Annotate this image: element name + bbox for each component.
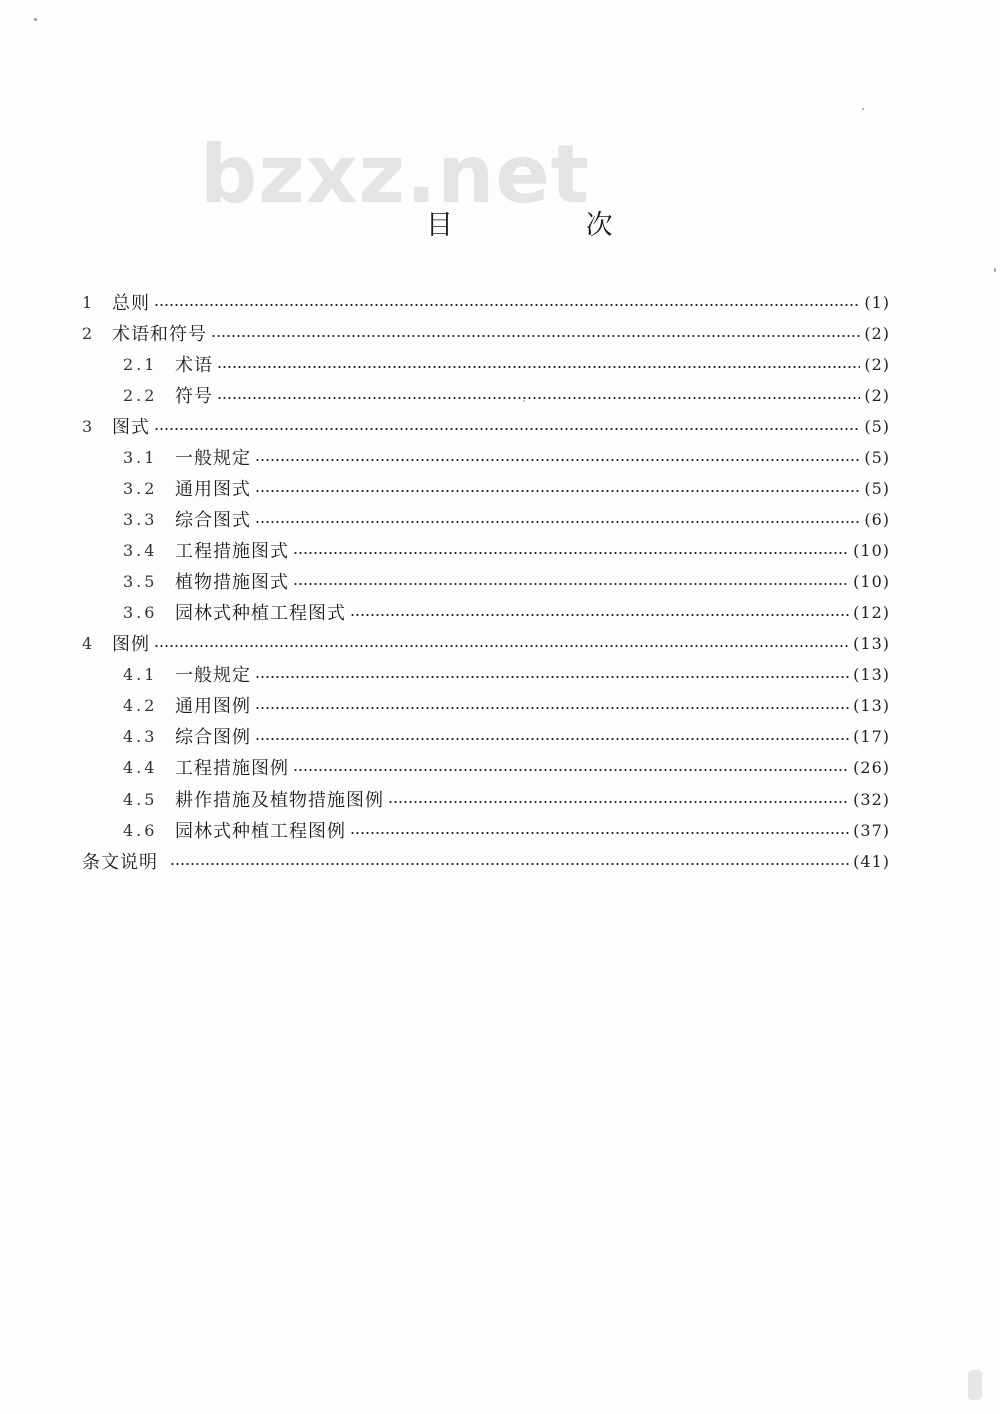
toc-entry[interactable] xyxy=(123,786,890,812)
toc-entry[interactable] xyxy=(82,630,890,656)
toc-entry-page: (1) xyxy=(864,292,890,312)
leader-dots xyxy=(255,490,860,492)
leader-dots xyxy=(217,366,860,368)
toc-entry-number: 4.5 xyxy=(123,789,158,809)
toc-entry[interactable] xyxy=(123,506,890,532)
toc-entry[interactable] xyxy=(82,320,890,346)
scan-speck xyxy=(34,18,37,21)
toc-entry-page: (12) xyxy=(853,602,890,622)
toc-entry-page: (26) xyxy=(853,757,890,777)
toc-entry-label: 园林式种植工程图例 xyxy=(175,821,346,842)
toc-entry[interactable] xyxy=(123,661,890,687)
toc-entry[interactable] xyxy=(123,444,890,470)
toc-entry-label: 通用图例 xyxy=(175,696,251,717)
leader-dots xyxy=(388,801,849,803)
toc-entry-page: (2) xyxy=(864,323,890,343)
toc-entry-page: (13) xyxy=(853,664,890,684)
toc-entry[interactable] xyxy=(123,351,890,377)
toc-entry[interactable] xyxy=(123,817,890,843)
leader-dots xyxy=(255,459,860,461)
toc-entry-number: 4 xyxy=(82,633,96,653)
toc-entry[interactable] xyxy=(123,754,890,780)
leader-dots xyxy=(255,707,849,709)
toc-entry-number: 4.1 xyxy=(123,664,158,684)
toc-entry-number: 3.6 xyxy=(123,602,158,622)
toc-entry[interactable] xyxy=(123,599,890,625)
leader-dots xyxy=(350,832,849,834)
toc-entry-page: (2) xyxy=(864,354,890,374)
toc-entry-number: 3.2 xyxy=(123,478,158,498)
toc-entry[interactable] xyxy=(123,382,890,408)
toc-entry-number: 1 xyxy=(82,292,96,312)
toc-entry[interactable] xyxy=(123,568,890,594)
toc-entry-number: 3 xyxy=(82,416,96,436)
leader-dots xyxy=(211,335,860,337)
toc-entry-page: (5) xyxy=(864,416,890,436)
toc-entry-number: 3.5 xyxy=(123,571,158,591)
toc-entry-label: 园林式种植工程图式 xyxy=(175,603,346,624)
leader-dots xyxy=(255,738,849,740)
toc-entry[interactable] xyxy=(123,723,890,749)
toc-entry-page: (2) xyxy=(864,385,890,405)
watermark: bzxz.net xyxy=(200,128,590,221)
toc-entry[interactable] xyxy=(82,848,890,874)
toc-entry[interactable] xyxy=(123,692,890,718)
toc-entry[interactable] xyxy=(82,413,890,439)
toc-entry-number: 3.3 xyxy=(123,509,158,529)
toc-entry-number: 3.1 xyxy=(123,447,158,467)
leader-dots xyxy=(255,676,849,678)
toc-entry-label: 综合图例 xyxy=(175,727,251,748)
scan-speck xyxy=(862,108,864,110)
leader-dots xyxy=(154,304,860,306)
toc-title: 目 次 xyxy=(426,210,675,241)
leader-dots xyxy=(217,397,860,399)
toc-entry[interactable] xyxy=(123,475,890,501)
leader-dots xyxy=(154,645,849,647)
leader-dots xyxy=(293,583,849,585)
toc-entry[interactable] xyxy=(123,537,890,563)
toc-entry-page: (32) xyxy=(853,789,890,809)
toc-entry-page: (13) xyxy=(853,633,890,653)
toc-entry-page: (5) xyxy=(864,478,890,498)
toc-entry-label: 耕作措施及植物措施图例 xyxy=(175,790,384,811)
scan-smudge xyxy=(968,1370,982,1400)
toc-entry-label: 条文说明 xyxy=(82,852,158,873)
leader-dots xyxy=(293,769,849,771)
toc-entry-label: 工程措施图式 xyxy=(175,541,289,562)
toc-entry-label: 总则 xyxy=(112,293,150,314)
leader-dots xyxy=(154,428,860,430)
toc-entry-number: 3.4 xyxy=(123,540,158,560)
toc-entry-page: (10) xyxy=(853,540,890,560)
scan-speck xyxy=(523,400,525,402)
toc-entry-page: (41) xyxy=(853,851,890,871)
leader-dots xyxy=(350,614,849,616)
leader-dots xyxy=(293,552,849,554)
toc-entry-number: 4.6 xyxy=(123,820,158,840)
toc-entry-page: (17) xyxy=(853,726,890,746)
toc-entry-number: 4.3 xyxy=(123,726,158,746)
toc-entry-label: 通用图式 xyxy=(175,479,251,500)
toc-entry-label: 一般规定 xyxy=(175,448,251,469)
toc-entry-label: 一般规定 xyxy=(175,665,251,686)
toc-entry-label: 术语 xyxy=(175,355,213,376)
toc-entry-label: 图式 xyxy=(112,417,150,438)
toc-entry-page: (5) xyxy=(864,447,890,467)
toc-entry-page: (13) xyxy=(853,695,890,715)
toc-entry-number: 2 xyxy=(82,323,96,343)
toc-entry[interactable] xyxy=(82,289,890,315)
toc-entry-page: (37) xyxy=(853,820,890,840)
toc-entry-number: 4.4 xyxy=(123,757,158,777)
toc-entry-page: (6) xyxy=(864,509,890,529)
leader-dots xyxy=(170,863,849,865)
toc-entry-label: 术语和符号 xyxy=(112,324,207,345)
toc-entry-label: 综合图式 xyxy=(175,510,251,531)
toc-entry-label: 符号 xyxy=(175,386,213,407)
toc-entry-number: 2.1 xyxy=(123,354,158,374)
toc-entry-label: 工程措施图例 xyxy=(175,758,289,779)
toc-entry-number: 4.2 xyxy=(123,695,158,715)
toc-entry-label: 图例 xyxy=(112,634,150,655)
scan-speck xyxy=(994,268,996,272)
toc-entry-label: 植物措施图式 xyxy=(175,572,289,593)
leader-dots xyxy=(255,521,860,523)
toc-entry-page: (10) xyxy=(853,571,890,591)
toc-entry-number: 2.2 xyxy=(123,385,158,405)
